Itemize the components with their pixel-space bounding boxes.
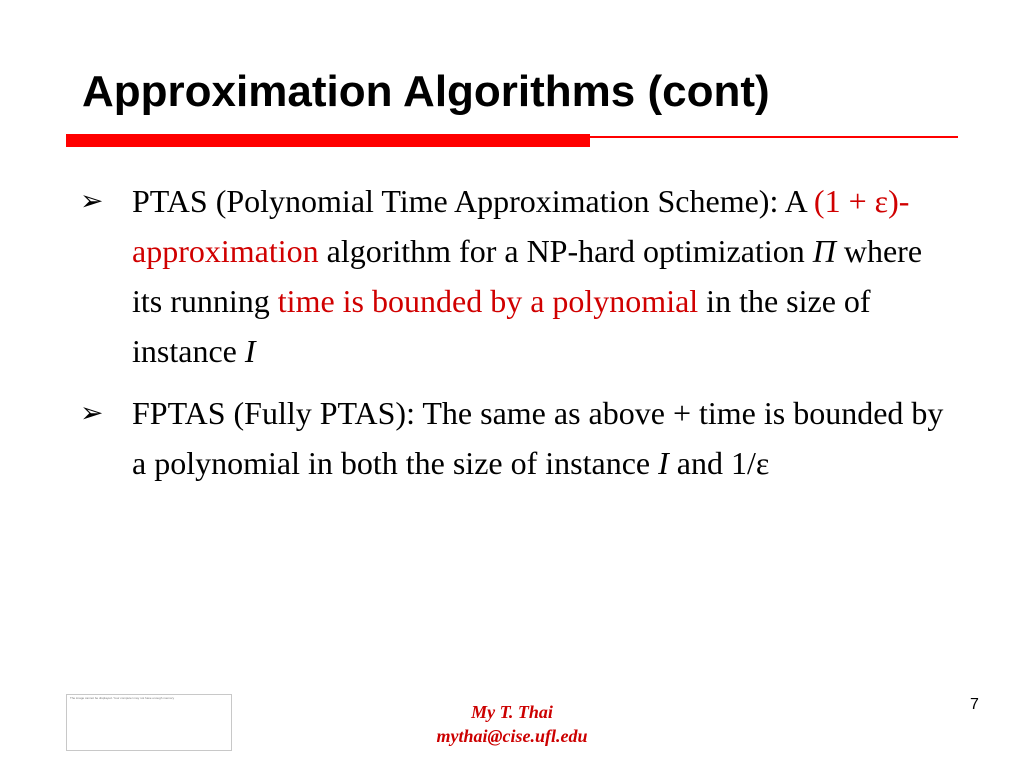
broken-image-placeholder [66, 694, 232, 751]
highlight-polynomial-time: time is bounded by a polynomial [277, 283, 699, 319]
broken-image-caption: The image cannot be displayed. Your computer may not have enough memory [70, 696, 175, 700]
bullet-list [80, 176, 960, 500]
footer [380, 700, 644, 748]
slide-title: Approximation Algorithms (cont) [82, 67, 770, 116]
highlight-approximation: (1 + ε)-approximation [132, 183, 910, 269]
footer-author: My T. Thai [471, 702, 553, 722]
instance-symbol-i: I [244, 333, 256, 369]
page-number: 7 [970, 696, 979, 713]
bullet-text: and 1/ε [668, 445, 770, 481]
arrow-bullet-icon: ➢ [80, 184, 104, 217]
instance-symbol-i: I [658, 445, 669, 481]
bullet-text: FPTAS (Fully PTAS): The same as above + time is bounded by a polynomial in both the size of instance [132, 395, 944, 481]
title-underline-thin [590, 136, 958, 138]
arrow-bullet-icon: ➢ [80, 396, 104, 429]
bullet-fptas [80, 388, 960, 488]
problem-symbol-pi: Π [812, 233, 836, 269]
bullet-text: PTAS (Polynomial Time Approximation Scheme): A [132, 183, 814, 219]
title-underline-thick [66, 134, 590, 147]
bullet-text: algorithm for a NP-hard optimization [318, 233, 813, 269]
bullet-ptas [80, 176, 960, 376]
bullet-text: where its running [132, 233, 923, 319]
bullet-text: in the size of instance [132, 283, 871, 369]
footer-email: mythai@cise.ufl.edu [436, 726, 588, 746]
